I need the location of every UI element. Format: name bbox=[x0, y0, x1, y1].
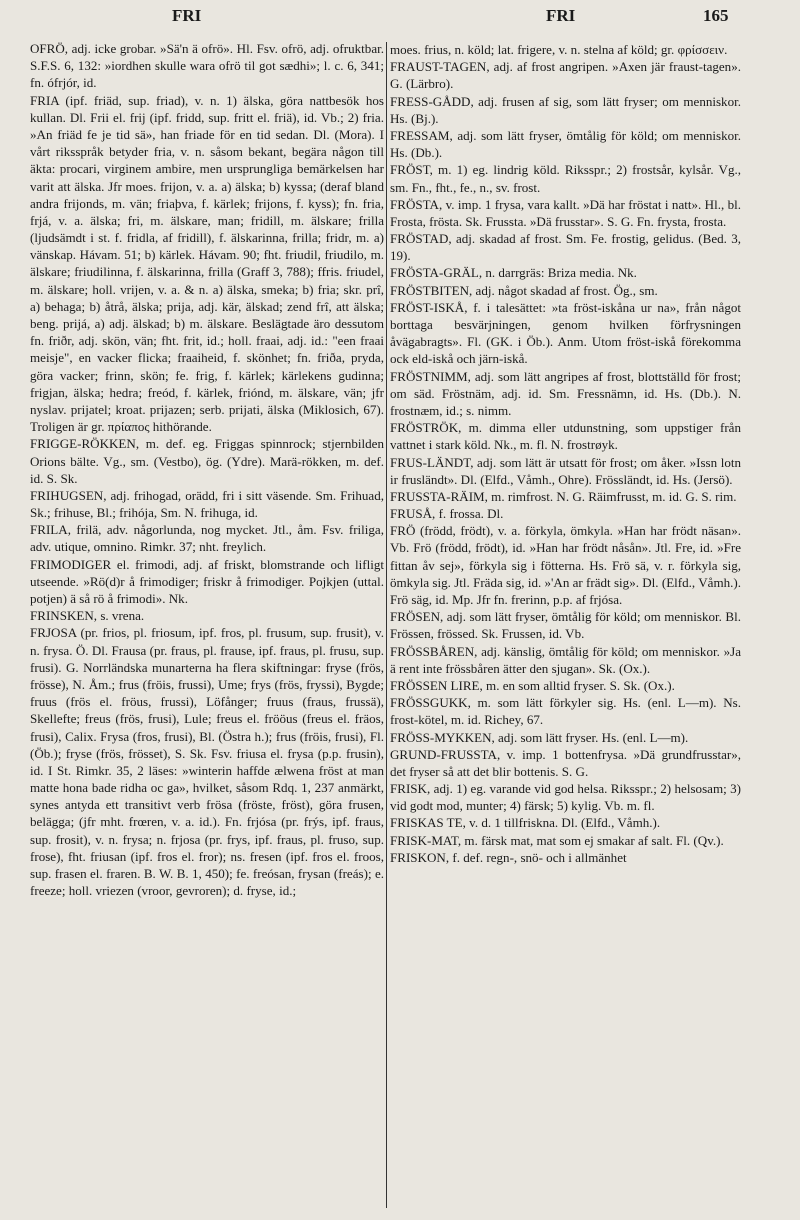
dictionary-entry: FRÖSSBÅREN, adj. känslig, ömtålig för köld; om menniskor. »Ja ä rent inte frössbåren ätter den sjugan». Sk. (Ox.). bbox=[390, 643, 741, 676]
dictionary-entry: GRUND-FRUSSTA, v. imp. 1 bottenfrysa. »Dä grundfrusstar», det fryser så att det blir bottenis. S. G. bbox=[390, 746, 741, 779]
right-column bbox=[390, 41, 741, 1211]
dictionary-entry: FRÖST-ISKÅ, f. i talesättet: »ta fröst-iskåna ur na», från något borttaga besvärjningen, genom hvilken förfrysningen åvägabragts». Fl. (GK. i Öb.). Anm. Utom fröst-iskå förekomma ock eld-iskå och järn-iskå. bbox=[390, 299, 741, 367]
header-left: FRI bbox=[172, 6, 202, 25]
dictionary-entry: FRILA, frilä, adv. någorlunda, nog mycket. Jtl., åm. Fsv. friliga, adv. utique, omnino. Rimkr. 37; nht. freylich. bbox=[30, 522, 384, 555]
dictionary-entry: FRÖSSGUKK, m. som lätt förkyler sig. Hs. (enl. L—m). Ns. frost-kötel, m. id. Richey, 67. bbox=[390, 695, 741, 728]
dictionary-entry: FRÖSTRÖK, m. dimma eller utdunstning, som uppstiger från vattnet i stark köld. Nk., m. fl. N. frostrøyk. bbox=[390, 420, 741, 453]
dictionary-entry: FRÖSS-MYKKEN, adj. som lätt fryser. Hs. (enl. L—m). bbox=[390, 729, 689, 745]
dictionary-entry: FRIGGE-RÖKKEN, m. def. eg. Friggas spinnrock; stjernbilden Orions bälte. Vg., sm. (Vestbo), ög. (Ydre). Marä-rökken, m. def. id. S. Sk. bbox=[30, 436, 384, 486]
dictionary-entry: FRISK, adj. 1) eg. varande vid god helsa. Riksspr.; 2) helsosam; 3) vid godt mod, munter; 4) färsk; 5) kylig. Vb. m. fl. bbox=[390, 781, 741, 814]
running-head bbox=[0, 6, 800, 28]
dictionary-entry: FRÖSTA-GRÄL, n. darrgräs: Briza media. Nk. bbox=[390, 265, 637, 281]
dictionary-entry: FRÖSSEN LIRE, m. en som alltid fryser. S. Sk. (Ox.). bbox=[390, 677, 675, 693]
dictionary-entry: FRÖSTNIMM, adj. som lätt angripes af frost, blottställd för frost; om säd. Fröstnäm, adj. id. Sm. Fressnämn, id. Hs. (Db.). N. frostnæm, id.; s. nimm. bbox=[390, 368, 741, 418]
dictionary-entry: FRJOSA (pr. frios, pl. friosum, ipf. fros, pl. frusum, sup. frusit), v. n. frysa. Ö. Dl. Frausa (pr. fraus, pl. frause, ipf. fraus, pl. frusu, sup. frusi). G. Norrländska munarterna ha flera skiftningar: fryse (frös, frösse), N. Åm.; frus (fröis, frussi), Ume; frys (frös, fryssi), Bygde; fruus (frös el. fröus, frussi), Löfånger; fruus (fraus, frussä), Skellefte; freus (frös, frusi), Lule; freus el. frööus (freus el. fräos, frusi), Calix. Frysa (fros, frusi), Bl. (Östra h.); frus (fröis, frusi), Fl. (Öb.); fryse (frös, frösset), S. Sk. Fsv. friusa el. frysa (p.p. frusin), id. I St. Rimkr. 35, 2 läses: »winterin haffde ælwena fröst at man matte hona bade ridha oc ga», hvilket, såsom Rdq. 1, 237 anmärkt, synes antyda ett transitivt verb frösa (fröste, fröst), göra frusen, belägga; (jfr mht. frœren, v. a. id.). Fn. frjósa (pr. frýs, ipf. fraus, sup. frosit), v. n. frysa; n. frjosa (pr. frys, ipf. fraus, pl. fruso, sup. frose), fht. friusan (ipf. fros el. fror); ns. fresen (ipf. fros el. froos, sup. frasen el. fraren. B. W. B. 1, 450); fe. freósan, frysan (freás); e. freeze; holl. vriezen (vroor, gevroren); d. fryse, id.; bbox=[30, 625, 384, 899]
dictionary-entry: FRISK-MAT, m. färsk mat, mat som ej smakar af salt. Fl. (Qv.). bbox=[390, 832, 724, 848]
dictionary-entry: OFRÖ, adj. icke grobar. »Sä'n ä ofrö». Hl. Fsv. ofrö, adj. ofruktbar. S.F.S. 6, 132: »iordhen skulle wara ofrö til got sædhi»; l. c. 6, 341; fn. ófrjór, id. bbox=[30, 41, 384, 91]
dictionary-entry: FRAUST-TAGEN, adj. af frost angripen. »Axen jär fraust-tagen». G. (Lärbro). bbox=[390, 59, 741, 92]
dictionary-entry: FRUSÅ, f. frossa. Dl. bbox=[390, 506, 504, 522]
dictionary-entry: FRESSAM, adj. som lätt fryser, ömtålig för köld; om menniskor. Hs. (Db.). bbox=[390, 127, 741, 161]
dictionary-entry: moes. frius, n. köld; lat. frigere, v. n. stelna af köld; gr. φρίσσειν. bbox=[390, 42, 728, 57]
dictionary-entry: FRIMODIGER el. frimodi, adj. af friskt, blomstrande och lifligt utseende. »Rö(d)r å frimodiger; friskr å frimodiger. Pojkjen (uttal. potjen) ä så rö å frimodi». Nk. bbox=[30, 556, 384, 606]
dictionary-entry: FRESS-GÅDD, adj. frusen af sig, som lätt fryser; om menniskor. Hs. (Bj.). bbox=[390, 93, 741, 126]
header-middle: FRI bbox=[546, 6, 576, 25]
left-column bbox=[30, 40, 384, 1210]
dictionary-entry: FRIA (ipf. friäd, sup. friad), v. n. 1) älska, göra nattbesök hos kullan. Dl. Frii el. frij (ipf. fridd, sup. fritt el. friä), id. Vb.; 2) fria. »An friäd fe je tid sä», han friade för en tid sedan. Dl. (Mora). I vårt riksspråk betyder fria, v. n. såsom bekant, begära någon till äkta: procari, virginem ambire, men ursprungliga bemärkelsen har varit att älska. Jfr moes. frijon, v. a. a) älska; b) kyssa; (deraf bland andra frijonds, m. vän; friaþva, f. kärlek; frijons, f. kyss); fn. fria, frjá, v. a. älska; fri, m. älskare, man; fridill, m. älskare; frilla (ljudsämdt i st. f. fridla, af fridill), f. älskarinna, frilla; fridr, m. a) vänskap. Hávam. 51; b) kärlek. Hávam. 90; fht. friudil, friudilo, m. älskare; friudilinna, f. älskarinna, frilla (Graff 3, 788); ffris. friudel, m. älskare; holl. vrijen, v. a. & n. a) älska, smeka; b) fria; skr. prî, a) behaga; b) åtrå, älska; prija, adj. kär, älskad; zend frî, att älska; beng. prijá, a) adj. älskad; b) m. älskare. Beslägtade äro dessutom fn. friðr, adj. skön, vän; fht. frit, id.; holl. fraai, adj. id.: "een fraai meisje", en vacker flicka; fraaiheid, f. skönhet; fn. friða, pryda, göra vacker; frinn, skön; fe. frig, f. kärlek; kärlekens gudinna; frigjan, älska; hedra; freód, f. kärlek, friónd, m. älskare, vän; jfr nyslav. prijatel; kroat. prijazen; serb. prijati, älska (Miklosich, 67). Troligen är gr. πρίαπος hithörande. bbox=[30, 92, 384, 435]
dictionary-entry: FRUSSTA-RÄIM, m. rimfrost. N. G. Räimfrusst, m. id. G. S. rim. bbox=[390, 488, 737, 504]
dictionary-entry: FRÖSTBITEN, adj. något skadad af frost. Ög., sm. bbox=[390, 282, 658, 298]
dictionary-entry: FRÖSEN, adj. som lätt fryser, ömtålig för köld; om menniskor. Bl. Frössen, frössed. Sk. Frussen, id. Vb. bbox=[390, 609, 741, 642]
dictionary-entry: FRISKAS TE, v. d. 1 tillfriskna. Dl. (Elfd., Våmh.). bbox=[390, 815, 661, 831]
dictionary-entry: FRÖ (frödd, frödt), v. a. förkyla, ömkyla. »Han har frödt näsan». Vb. Frö (frödd, frödt), id. »Han har frödt nåsån». Jtl. Fre, id. »Fre fittan åv sej», förkyla sig i fötterna. Hs. Frö sä, v. r. förkyla sig, ömkyla sig. Jtl. Fräda sig, id. »'An ar frädt sig». Dl. (Elfd., Våmh.). Frö säg, id. Mp. Jfr fn. frerinn, p.p. af frjósa. bbox=[390, 523, 741, 607]
column-divider bbox=[386, 42, 387, 1208]
page-number: 165 bbox=[703, 6, 729, 25]
dictionary-entry: FRUS-LÄNDT, adj. som lätt är utsatt för frost; om åker. »Issn lotn ir frusländt». Dl. (Elfd., Våmh., Ohre). Frössländt, id. Hs. (Jersö). bbox=[390, 454, 741, 487]
dictionary-entry: FRIHUGSEN, adj. frihogad, orädd, fri i sitt väsende. Sm. Frihuad, Sk.; frihuse, Bl.; frihója, Sm. N. frihuga, id. bbox=[30, 487, 384, 521]
dictionary-entry: FRÖSTAD, adj. skadad af frost. Sm. Fe. frostig, gelidus. (Bed. 3, 19). bbox=[390, 231, 741, 264]
dictionary-entry: FRÖSTA, v. imp. 1 frysa, vara kallt. »Dä har fröstat i natt». Hl., bl. Frosta, frösta. Sk. Frussta. »Dä frusstar». S. G. Fn. frysta, frosta. bbox=[390, 196, 741, 229]
dictionary-entry: FRINSKEN, s. vrena. bbox=[30, 608, 145, 624]
dictionary-entry: FRISKON, f. def. regn-, snö- och i allmänhet bbox=[390, 849, 627, 865]
dictionary-entry: FRÖST, m. 1) eg. lindrig köld. Riksspr.; 2) frostsår, kylsår. Vg., sm. Fn., fht., fe., n., sv. frost. bbox=[390, 162, 741, 195]
